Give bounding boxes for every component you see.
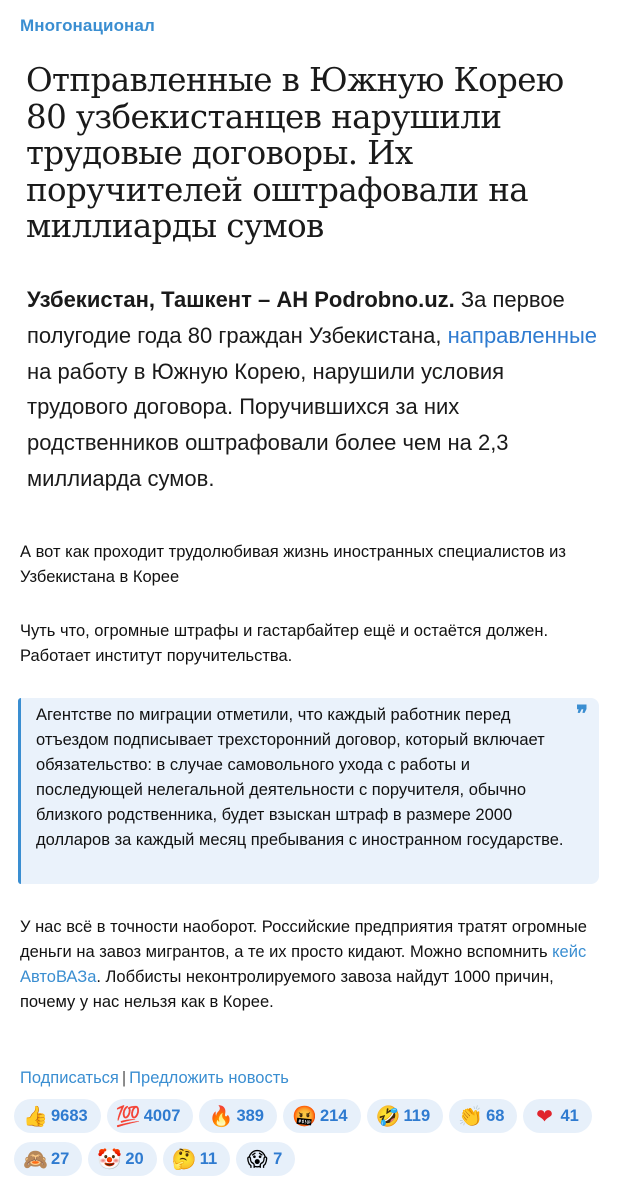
quote-mark-icon: ❞ xyxy=(576,701,588,727)
footer-links xyxy=(20,1069,289,1088)
reaction-count: 214 xyxy=(319,1106,348,1125)
reaction-count: 20 xyxy=(125,1149,144,1168)
reaction-angry[interactable] xyxy=(283,1099,361,1133)
paragraph-4-text-2: . Лоббисты неконтролируемого завоза найдут 1000 причин, почему у нас нельзя как в Корее. xyxy=(20,968,554,1011)
clapping-hands-icon: 👏 xyxy=(458,1104,484,1128)
screaming-face-icon: 😱 xyxy=(246,1147,268,1171)
reaction-heart[interactable] xyxy=(523,1099,591,1133)
quote-text: Агентстве по миграции отметили, что каждый работник перед отъездом подписывает трехсторонний договор, который включает обязательство: в случае самовольного ухода с работы и последующей нелегальной деятельности с поручителя, обычно близкого родственника, будет взыскан штраф в размере 2000 долларов за каждый месяц пребывания с иностранном государстве. xyxy=(36,706,564,849)
reaction-clap[interactable] xyxy=(449,1099,517,1133)
reaction-hundred[interactable] xyxy=(107,1099,194,1133)
lead-text-1: За первое полугодие года 80 граждан Узбекистана, xyxy=(27,287,565,348)
reaction-count: 119 xyxy=(403,1106,431,1125)
paragraph-4 xyxy=(20,915,600,1015)
fire-icon: 🔥 xyxy=(208,1104,234,1128)
reactions-bar xyxy=(14,1099,614,1185)
see-no-evil-monkey-icon: 🙈 xyxy=(23,1147,48,1171)
reaction-monkey[interactable] xyxy=(14,1142,82,1176)
channel-name[interactable]: Многонационал xyxy=(20,16,155,35)
paragraph-1: А вот как проходит трудолюбивая жизнь иностранных специалистов из Узбекистана в Корее xyxy=(20,543,566,586)
clown-face-icon: 🤡 xyxy=(97,1147,123,1171)
reaction-count: 68 xyxy=(486,1106,505,1125)
post-lead xyxy=(27,282,597,497)
reaction-count: 4007 xyxy=(143,1106,181,1125)
post-headline: Отправленные в Южную Корею 80 узбекистанцев нарушили трудовые договоры. Их поручителей оштрафовали на миллиарды сумов xyxy=(26,61,564,245)
suggest-news-link[interactable]: Предложить новость xyxy=(129,1069,289,1087)
reaction-thumbs-up[interactable] xyxy=(14,1099,101,1133)
subscribe-link[interactable]: Подписаться xyxy=(20,1069,119,1087)
reaction-clown[interactable] xyxy=(88,1142,156,1176)
thumbs-up-icon: 👍 xyxy=(23,1104,48,1128)
rofl-face-icon: 🤣 xyxy=(375,1104,401,1128)
reaction-thinking[interactable] xyxy=(163,1142,230,1176)
reaction-count: 27 xyxy=(51,1149,70,1168)
avtovaz-case-link[interactable]: кейс АвтоВАЗа xyxy=(20,943,587,986)
reaction-rofl[interactable] xyxy=(367,1099,444,1133)
reaction-count: 7 xyxy=(273,1149,283,1168)
paragraph-2: Чуть что, огромные штрафы и гастарбайтер ещё и остаётся должен. Работает институт поручительства. xyxy=(20,622,549,665)
reaction-count: 11 xyxy=(199,1149,218,1168)
red-heart-icon: ❤ xyxy=(536,1104,553,1128)
lead-text-2: на работу в Южную Корею, нарушили условия трудового договора. Поручившихся за них родственников оштрафовали более чем на 2,3 миллиарда сумов. xyxy=(27,358,509,491)
reaction-count: 389 xyxy=(236,1106,264,1125)
angry-face-icon: 🤬 xyxy=(291,1104,317,1128)
reaction-count: 41 xyxy=(560,1106,579,1125)
link-separator: | xyxy=(121,1069,127,1087)
reaction-count: 9683 xyxy=(51,1106,88,1125)
hundred-points-icon: 💯 xyxy=(115,1104,141,1128)
lead-link[interactable]: направленные xyxy=(447,322,598,348)
reaction-fire[interactable] xyxy=(199,1099,277,1133)
reaction-scream[interactable] xyxy=(236,1142,295,1176)
thinking-face-icon: 🤔 xyxy=(171,1147,197,1171)
blockquote xyxy=(18,698,599,884)
paragraph-4-text-1: У нас всё в точности наоборот. Российские предприятия тратят огромные деньги на завоз мигрантов, а те их просто кидают. Можно вспомнить xyxy=(20,918,587,961)
lead-source: Узбекистан, Ташкент – АН Podrobno.uz. xyxy=(27,287,455,312)
